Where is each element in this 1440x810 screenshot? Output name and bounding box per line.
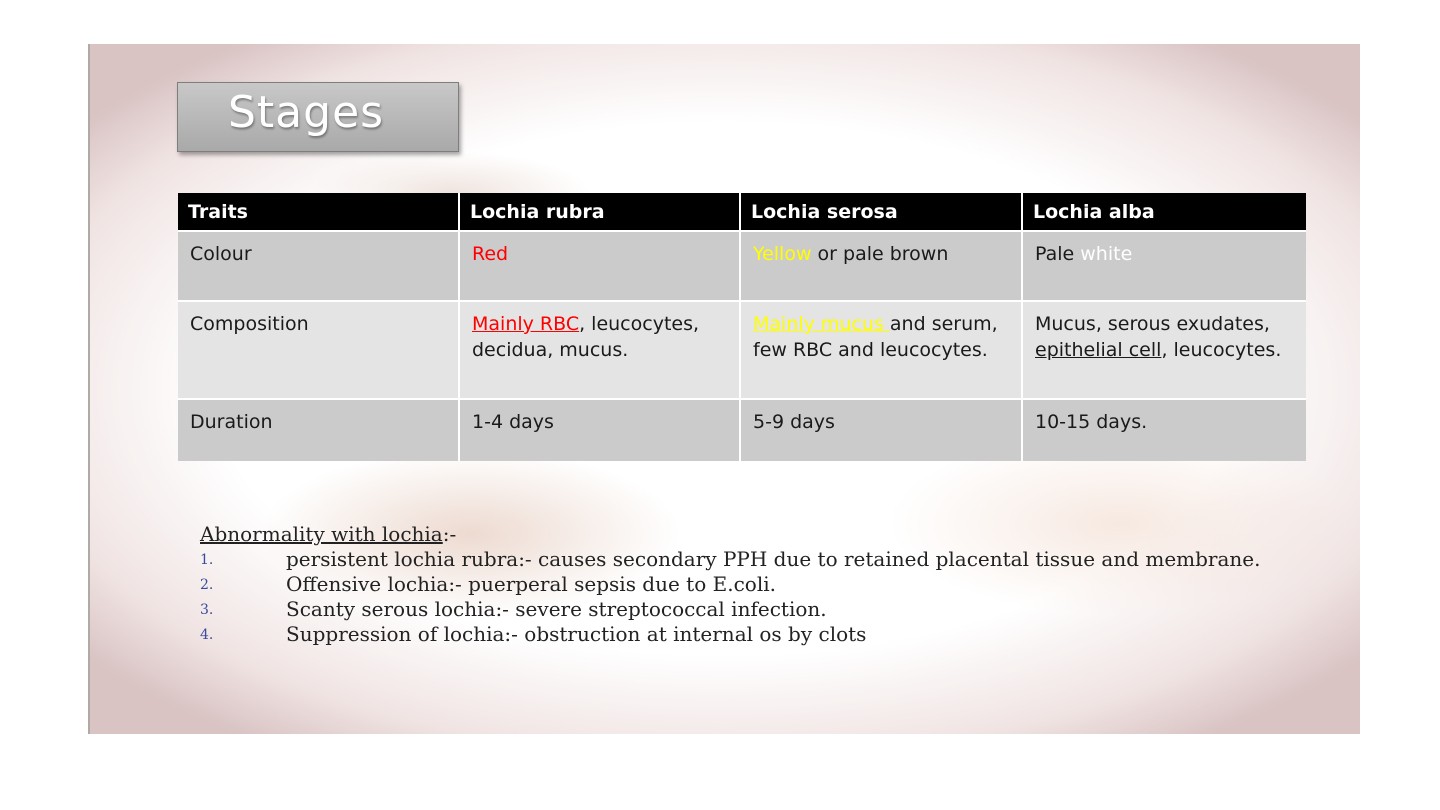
list-number: 4. [200, 627, 214, 643]
slide [88, 44, 1360, 734]
header-lochia-rubra: Lochia rubra [459, 193, 740, 231]
cell-composition-rubra [459, 301, 740, 399]
list-number: 3. [200, 602, 214, 618]
table-row-duration [178, 399, 1306, 461]
red-text: Red [472, 243, 509, 265]
alba-composition-rest: , leucocytes. [1161, 339, 1282, 361]
list-item [200, 597, 1286, 622]
list-item [200, 572, 1286, 597]
list-item-text: Offensive lochia:- puerperal sepsis due to E.coli. [286, 572, 776, 596]
list-number: 1. [200, 552, 214, 568]
list-item-text: persistent lochia rubra:- causes secondary PPH due to retained placental tissue and membrane. [286, 547, 1261, 571]
cell-duration-label: Duration [178, 399, 459, 461]
cell-colour-label: Colour [178, 231, 459, 301]
rubra-composition-rest: , leucocytes, decidua, mucus. [472, 313, 700, 361]
cell-duration-serosa: 5-9 days [740, 399, 1022, 461]
cell-colour-serosa [740, 231, 1022, 301]
cell-composition-alba [1022, 301, 1306, 399]
white-text: white [1080, 243, 1133, 265]
serosa-composition-highlight: Mainly mucus [753, 313, 890, 335]
header-traits: Traits [178, 193, 459, 231]
abnormality-heading-suffix: :- [442, 522, 457, 546]
serosa-composition-rest: and serum, few RBC and leucocytes. [753, 313, 998, 361]
cell-composition-label: Composition [178, 301, 459, 399]
rubra-composition-highlight: Mainly RBC [472, 313, 580, 335]
list-item-text: Scanty serous lochia:- severe streptococcal infection. [286, 597, 827, 621]
title-box [177, 82, 459, 152]
table-header-row [178, 193, 1306, 231]
table-row-composition [178, 301, 1306, 399]
list-number: 2. [200, 577, 214, 593]
list-item [200, 622, 1286, 647]
cell-duration-rubra: 1-4 days [459, 399, 740, 461]
yellow-text: Yellow [753, 243, 812, 265]
abnormality-heading: Abnormality with lochia [200, 522, 443, 546]
abnormality-section [200, 522, 1286, 647]
alba-composition-underlined: epithelial cell [1035, 339, 1162, 361]
lochia-stages-table [178, 193, 1306, 461]
table-row-colour [178, 231, 1306, 301]
serosa-colour-rest: or pale brown [811, 243, 949, 265]
cell-duration-alba: 10-15 days. [1022, 399, 1306, 461]
cell-composition-serosa [740, 301, 1022, 399]
slide-title: Stages [228, 87, 385, 138]
alba-composition-start: Mucus, serous exudates, [1035, 313, 1270, 335]
alba-colour-start: Pale [1035, 243, 1081, 265]
list-item-text: Suppression of lochia:- obstruction at internal os by clots [286, 622, 867, 646]
abnormality-heading-line [200, 522, 1286, 547]
header-lochia-serosa: Lochia serosa [740, 193, 1022, 231]
header-lochia-alba: Lochia alba [1022, 193, 1306, 231]
abnormality-list [200, 547, 1286, 647]
cell-colour-rubra [459, 231, 740, 301]
list-item [200, 547, 1286, 572]
cell-colour-alba [1022, 231, 1306, 301]
